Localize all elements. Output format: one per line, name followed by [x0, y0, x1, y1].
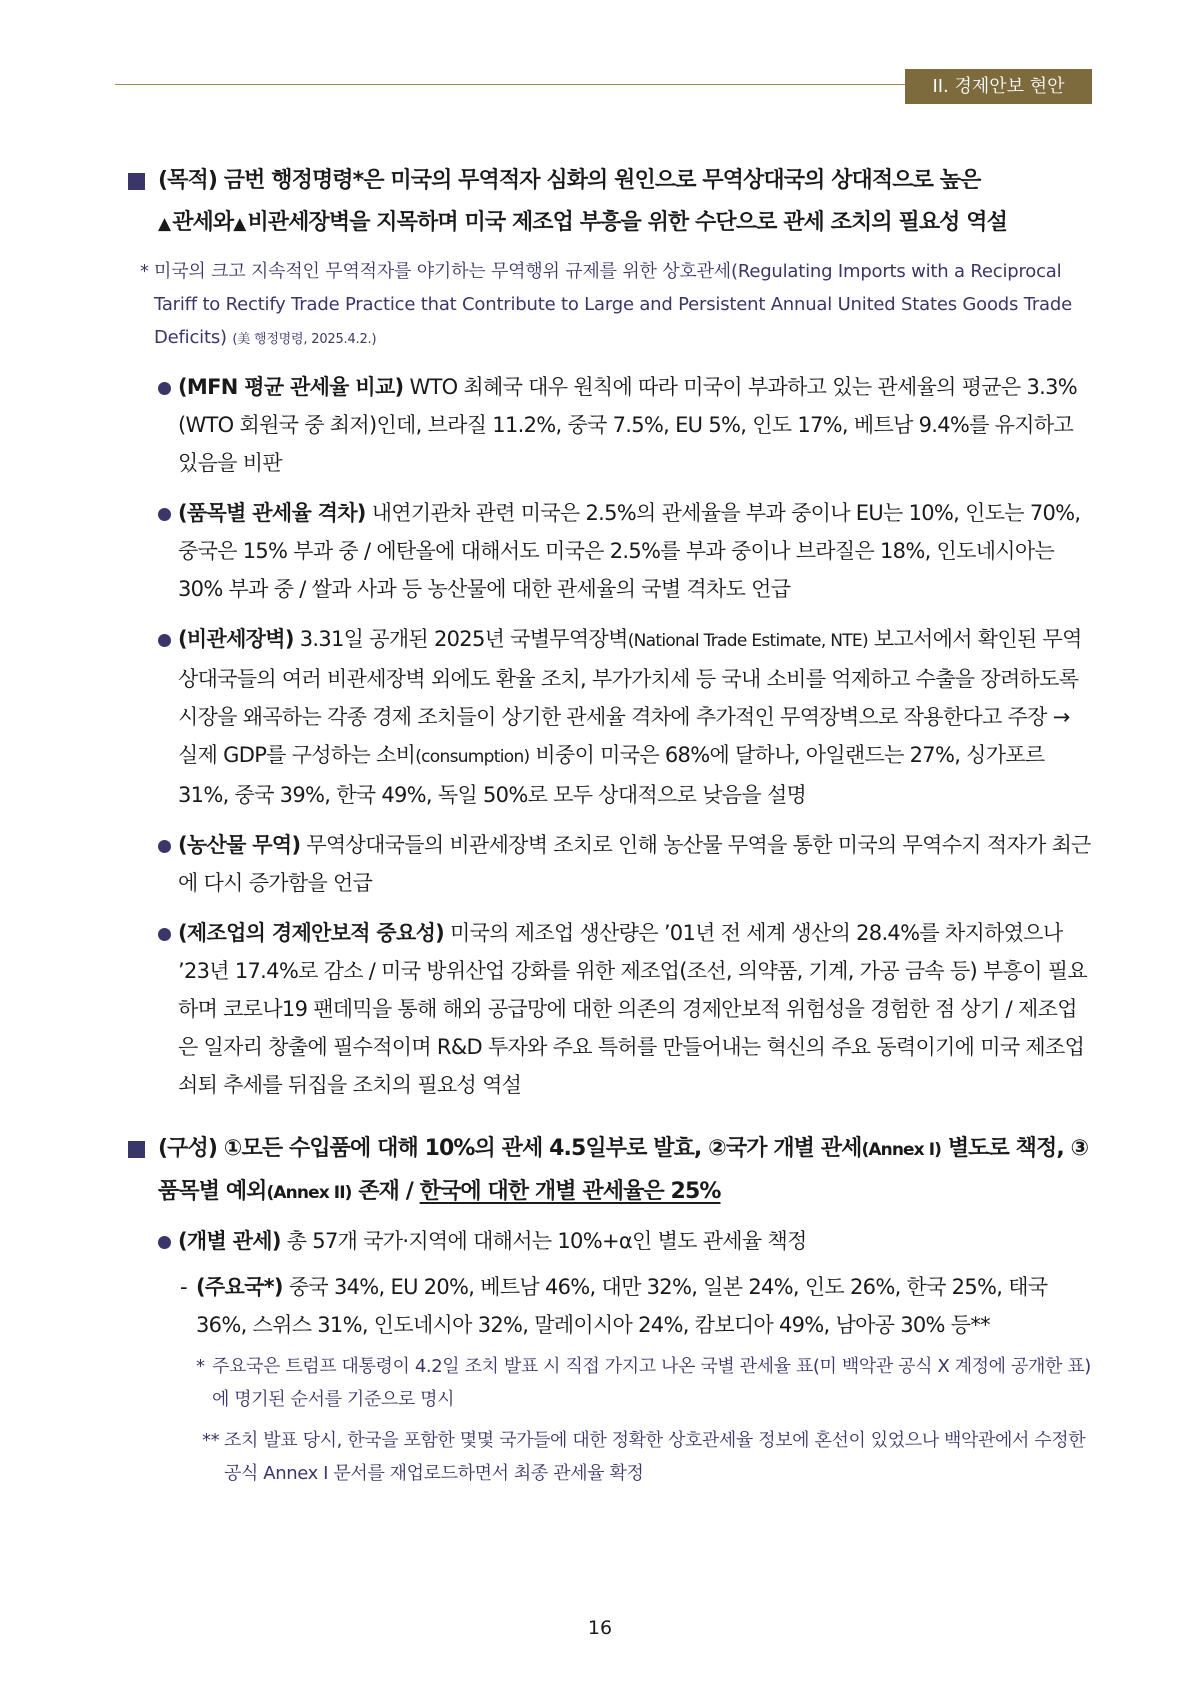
composition-text: 별도로 책정, ③품목별 예외: [158, 1136, 1089, 1204]
footnote-text: 미국의 크고 지속적인 무역적자를 야기하는 무역행위 규제를 위한 상호관세(Regulating Imports with a Reciprocal Tariff to Rectify Trade Practice that Contribute to Large and Persistent Annual United States Goods Trade Deficits): [154, 261, 1072, 348]
bullet-text-note: (consumption): [415, 747, 530, 767]
purpose-label: (목적): [158, 168, 218, 193]
footnote-mark: *: [140, 261, 149, 282]
purpose-tariff-word: 관세와: [172, 210, 234, 235]
bullet-text: 총 57개 국가·지역에 대해서는 10%+α인 별도 관세율 책정: [286, 1229, 807, 1253]
page-content: [128, 160, 1092, 1490]
bullet-mfn: [128, 368, 1092, 482]
footnote-text: 주요국은 트럼프 대통령이 4.2일 조치 발표 시 직접 가지고 나온 국별 관세율 표(미 백악관 공식 X 계정에 공개한 표)에 명기된 순서를 기준으로 명시: [212, 1356, 1091, 1410]
composition-label: (구성): [158, 1136, 218, 1161]
bullet-text: 무역상대국들의 비관세장벽 조치로 인해 농산물 무역을 통한 미국의 무역수지 적자가 최근에 다시 증가함을 언급: [178, 833, 1091, 895]
triangle-icon: ▲: [233, 214, 246, 234]
square-bullet-icon: [128, 1141, 145, 1158]
bullet-label: (MFN 평균 관세율 비교): [178, 375, 404, 399]
circle-bullet-icon: [158, 840, 171, 853]
sub-text: 중국 34%, EU 20%, 베트남 46%, 대만 32%, 일본 24%, 인도 26%, 한국 25%, 태국 36%, 스위스 31%, 인도네시아 32%, 말레이시아 24%, 캄보디아 49%, 남아공 30% 등**: [196, 1275, 1048, 1337]
purpose-line1: 금번 행정명령*은 미국의 무역적자 심화의 원인으로 무역상대국의 상대적으로 높은: [223, 168, 981, 193]
triangle-icon: ▲: [158, 214, 171, 234]
footnote-mark: *: [196, 1356, 205, 1377]
bullet-agri: [128, 826, 1092, 902]
bullet-text: 3.31일 공개된 2025년 국별무역장벽: [299, 627, 628, 651]
bullet-item-gap: [128, 494, 1092, 608]
dash-marker: -: [180, 1275, 187, 1299]
footnote-source: (美 행정명령, 2025.4.2.): [232, 332, 377, 347]
bullet-text-note: (National Trade Estimate, NTE): [627, 631, 868, 651]
header-rule: [115, 84, 905, 85]
composition-text: 존재 /: [351, 1179, 420, 1204]
footnote-mark: **: [202, 1430, 220, 1451]
bullet-text: 비중이 미국은 68%에 달하나, 아일랜드는 27%, 싱가포르 31%, 중국 39%, 한국 49%, 독일 50%로 모두 상대적으로 낮음을 설명: [178, 743, 1045, 807]
footnote-text: 조치 발표 당시, 한국을 포함한 몇몇 국가들에 대한 정확한 상호관세율 정보에 혼선이 있었으나 백악관에서 수정한 공식 Annex I 문서를 재업로드하면서 최종 관세율 확정: [224, 1430, 1086, 1484]
bullet-text: WTO 최혜국 대우 원칙에 따라 미국이 부과하고 있는 관세율의 평균은 3.3%(WTO 회원국 중 최저)인데, 브라질 11.2%, 중국 7.5%, EU 5%, 인도 17%, 베트남 9.4%를 유지하고 있음을 비판: [178, 375, 1077, 475]
footnote-annex: [128, 1424, 1092, 1490]
circle-bullet-icon: [158, 508, 171, 521]
composition-heading: [128, 1128, 1092, 1214]
bullet-non-tariff: [128, 620, 1092, 814]
bullet-individual-tariff: [128, 1222, 1092, 1260]
bullet-label: (농산물 무역): [178, 833, 301, 857]
sub-label: (주요국*): [196, 1275, 283, 1299]
bullet-text: 내연기관차 관련 미국은 2.5%의 관세율을 부과 중이나 EU는 10%, 인도는 70%, 중국은 15% 부과 중 / 에탄올에 대해서도 미국은 2.5%를 부과 중이나 브라질은 18%, 인도네시아는 30% 부과 중 / 쌀과 사과 등 농산물에 대한 관세율의 국별 격차도 언급: [178, 501, 1081, 601]
bullet-text: 미국의 제조업 생산량은 ’01년 전 세계 생산의 28.4%를 차지하였으나 ’23년 17.4%로 감소 / 미국 방위산업 강화를 위한 제조업(조선, 의약품, 기계, 가공 금속 등) 부흥이 필요하며 코로나19 팬데믹을 통해 해외 공급망에 대한 의존의 경제안보적 위험성을 경험한 점 상기 / 제조업은 일자리 창출에 필수적이며 R&D 투자와 주요 특허를 만들어내는 혁신의 주요 동력이기에 미국 제조업 쇠퇴 추세를 뒤집을 조치의 필요성 역설: [178, 921, 1087, 1097]
section-header-badge: II. 경제안보 현안: [905, 69, 1092, 104]
sub-item-major-countries: [128, 1268, 1092, 1344]
purpose-footnote: [128, 255, 1092, 356]
purpose-line2: 비관세장벽을 지목하며 미국 제조업 부흥을 위한 수단으로 관세 조치의 필요성 역설: [247, 210, 1008, 235]
bullet-manufacturing: [128, 914, 1092, 1104]
bullet-text: 보고서에서 확인된 무역상대국들의 여러 비관세장벽 외에도 환율 조치, 부가가치세 등 국내 소비를 억제하고 수출을 장려하도록 시장을 왜곡하는 각종 경제 조치들이 상기한 관세율 격차에 추가적인 무역장벽으로 작용한다고 주장 → 실제 GDP를 구성하는 소비: [178, 627, 1082, 767]
composition-text: ①모든 수입품에 대해 10%의 관세 4.5일부로 발효, ②국가 개별 관세: [223, 1136, 862, 1161]
footnote-major-countries: [128, 1350, 1092, 1416]
circle-bullet-icon: [158, 1236, 171, 1249]
purpose-heading: [128, 160, 1092, 245]
circle-bullet-icon: [158, 382, 171, 395]
bullet-label: (비관세장벽): [178, 627, 294, 651]
circle-bullet-icon: [158, 928, 171, 941]
page-number: 16: [587, 1617, 613, 1639]
bullet-label: (제조업의 경제안보적 중요성): [178, 921, 445, 945]
bullet-label: (개별 관세): [178, 1229, 281, 1253]
annex-note: (Annex II): [266, 1183, 352, 1203]
square-bullet-icon: [128, 173, 145, 190]
korea-tariff-highlight: 한국에 대한 개별 관세율은 25%: [419, 1179, 721, 1204]
bullet-label: (품목별 관세율 격차): [178, 501, 366, 525]
circle-bullet-icon: [158, 634, 171, 647]
annex-note: (Annex I): [861, 1140, 942, 1160]
